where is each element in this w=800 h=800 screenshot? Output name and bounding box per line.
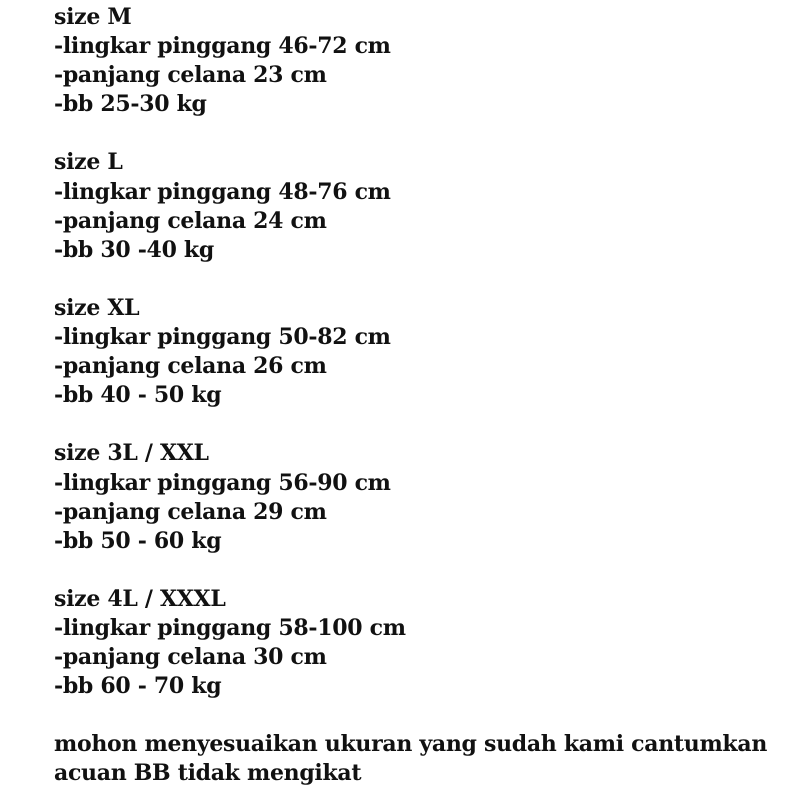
pants-length: -panjang celana 30 cm [54,644,327,671]
pants-length: -panjang celana 29 cm [54,498,327,525]
note-line-1: mohon menyesuaikan ukuran yang sudah kami cantumkan [54,731,768,758]
pants-length: -panjang celana 24 cm [54,207,327,234]
size-block-3l-xxl [54,439,794,555]
size-title: size 3L / XXL [54,440,209,467]
size-block-4l-xxxl [54,585,794,701]
size-block-xl [54,294,794,410]
waist-measurement: -lingkar pinggang 46-72 cm [54,33,391,60]
sizing-note [54,730,794,788]
body-weight: -bb 50 - 60 kg [54,527,222,554]
note-line-2: acuan BB tidak mengikat [54,760,362,787]
pants-length: -panjang celana 26 cm [54,353,327,380]
size-title: size XL [54,294,140,321]
waist-measurement: -lingkar pinggang 58-100 cm [54,614,406,641]
waist-measurement: -lingkar pinggang 48-76 cm [54,178,391,205]
size-chart-document [54,3,794,789]
body-weight: -bb 30 -40 kg [54,236,214,263]
waist-measurement: -lingkar pinggang 50-82 cm [54,324,391,351]
size-title: size 4L / XXXL [54,585,226,612]
waist-measurement: -lingkar pinggang 56-90 cm [54,469,391,496]
body-weight: -bb 40 - 50 kg [54,382,222,409]
pants-length: -panjang celana 23 cm [54,62,327,89]
size-block-m [54,3,794,119]
body-weight: -bb 60 - 70 kg [54,673,222,700]
size-title: size L [54,149,123,176]
size-title: size M [54,4,132,30]
size-block-l [54,148,794,264]
body-weight: -bb 25-30 kg [54,91,207,118]
